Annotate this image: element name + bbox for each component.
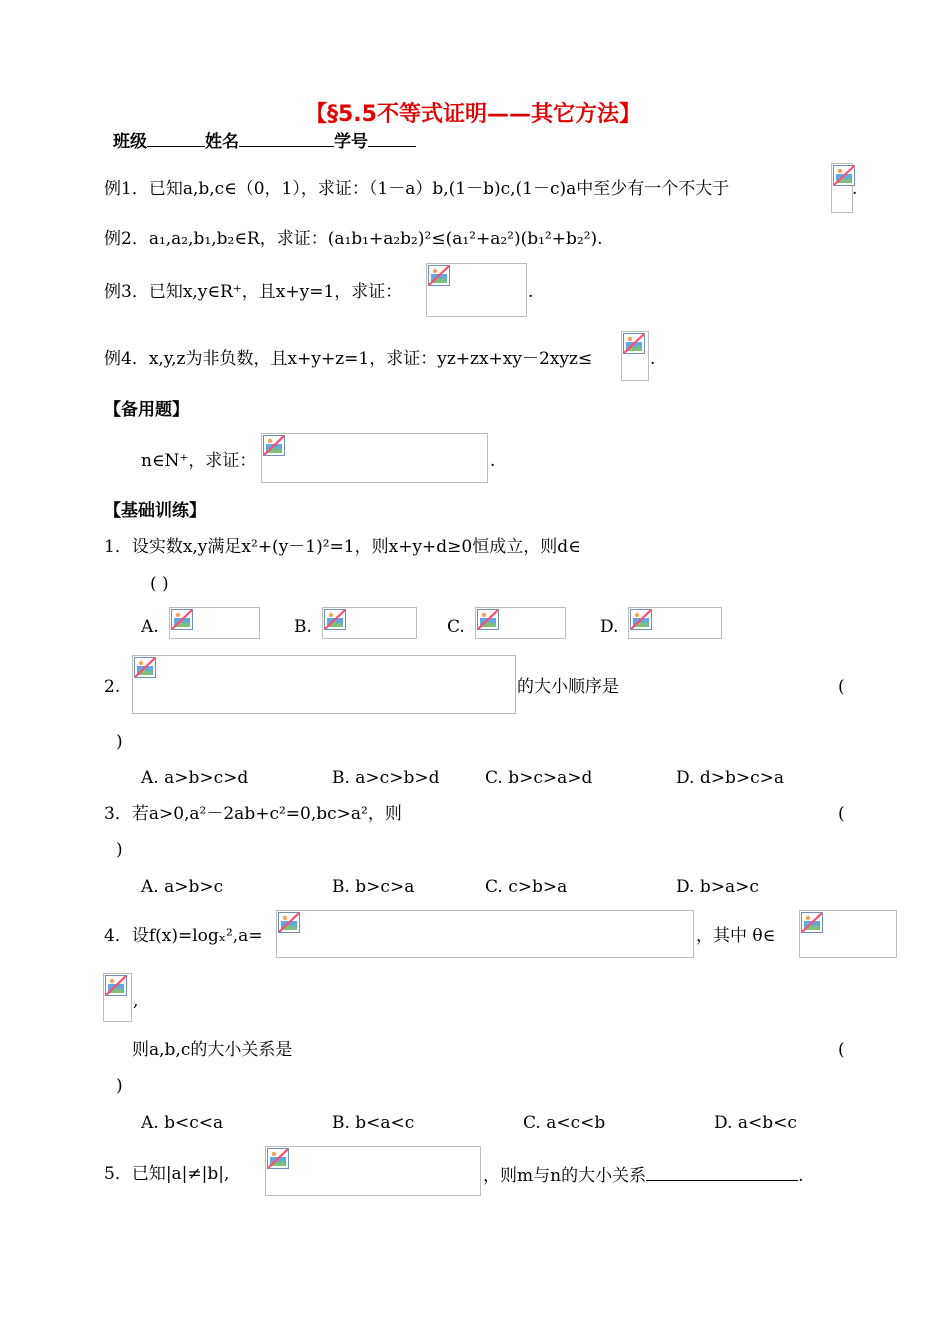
question-3: 3．若a>0,a²－2ab+c²=0,bc>a²，则	[104, 804, 402, 824]
question-5-end: .	[798, 1166, 804, 1186]
option-b: B. a>c>b>d	[332, 768, 440, 788]
answer-paren: ( )	[150, 574, 169, 594]
page-title: 【§5.5不等式证明——其它方法】	[305, 102, 641, 127]
answer-paren-open: (	[838, 1040, 845, 1060]
formula-image-icon	[831, 163, 853, 213]
answer-paren-close: )	[116, 840, 123, 860]
formula-image-icon	[261, 433, 488, 483]
formula-image-icon	[799, 910, 897, 958]
formula-image-icon	[265, 1146, 481, 1196]
formula-image-icon	[276, 910, 694, 958]
question-5-tail	[483, 1166, 803, 1185]
option-d: D. a<b<c	[714, 1113, 797, 1133]
answer-paren-close: )	[116, 732, 123, 752]
option-a: A. a>b>c	[141, 877, 224, 897]
formula-image-icon	[621, 331, 649, 381]
example-1-end: .	[852, 179, 858, 199]
answer-paren-open: (	[838, 804, 845, 824]
formula-image-icon	[475, 607, 566, 639]
header-fields	[113, 132, 416, 151]
example-2: 例2．a₁,a₂,b₁,b₂∈R，求证：(a₁b₁+a₂b₂)²≤(a₁²+a₂²)(b₁²+b₂²).	[104, 229, 603, 249]
example-4: 例4．x,y,z为非负数，且x+y+z=1，求证：yz+zx+xy－2xyz≤	[104, 349, 593, 369]
question-4: 4．设f(x)=logₓ²,a=	[104, 926, 263, 946]
option-d: D.	[600, 617, 619, 637]
answer-paren-close: )	[116, 1076, 123, 1096]
class-label: 班级	[113, 132, 147, 152]
option-d: D. b>a>c	[676, 877, 759, 897]
option-c: C.	[447, 617, 465, 637]
question-2-number: 2.	[104, 677, 121, 697]
example-4-end: .	[650, 349, 656, 369]
question-1: 1．设实数x,y满足x²+(y－1)²=1，则x+y+d≥0恒成立，则d∈	[104, 537, 581, 557]
example-3-end: .	[528, 282, 534, 302]
question-4-text2: 则a,b,c的大小关系是	[132, 1040, 293, 1060]
question-2-text: 的大小顺序是	[517, 677, 619, 697]
number-label: 学号	[334, 132, 368, 152]
option-c: C. b>c>a>d	[485, 768, 593, 788]
option-a: A.	[141, 617, 159, 637]
formula-image-icon	[628, 607, 722, 639]
formula-image-icon	[322, 607, 417, 639]
option-b: B. b<a<c	[332, 1113, 415, 1133]
basic-heading: 【基础训练】	[104, 501, 206, 521]
number-blank	[368, 132, 416, 147]
spare-text: n∈N⁺，求证：	[141, 451, 257, 471]
option-d: D. d>b>c>a	[676, 768, 784, 788]
formula-image-icon	[426, 263, 527, 317]
option-c: C. a<c<b	[523, 1113, 606, 1133]
formula-image-icon	[132, 655, 516, 714]
option-c: C. c>b>a	[485, 877, 568, 897]
option-a: A. a>b>c>d	[141, 768, 249, 788]
example-1: 例1．已知a,b,c∈（0，1），求证：（1－a）b,(1－b)c,(1－c)a中至少有一个不大于	[104, 179, 730, 199]
spare-heading: 【备用题】	[104, 400, 189, 420]
formula-image-icon	[169, 607, 260, 639]
class-blank	[147, 132, 205, 147]
question-5: 5．已知|a|≠|b|,	[104, 1164, 230, 1184]
answer-blank	[646, 1166, 798, 1181]
question-4-comma: ,	[133, 991, 139, 1011]
name-blank	[239, 132, 334, 147]
question-4-mid: ，其中 θ∈	[696, 926, 776, 946]
option-b: B.	[294, 617, 312, 637]
formula-image-icon	[103, 973, 132, 1022]
name-label: 姓名	[205, 132, 239, 152]
answer-paren-open: (	[838, 677, 845, 697]
question-5-tail-text: ，则m与n的大小关系	[483, 1166, 647, 1186]
spare-end: .	[490, 451, 496, 471]
option-a: A. b<c<a	[141, 1113, 224, 1133]
option-b: B. b>c>a	[332, 877, 415, 897]
example-3: 例3．已知x,y∈R⁺，且x+y=1，求证：	[104, 282, 403, 302]
